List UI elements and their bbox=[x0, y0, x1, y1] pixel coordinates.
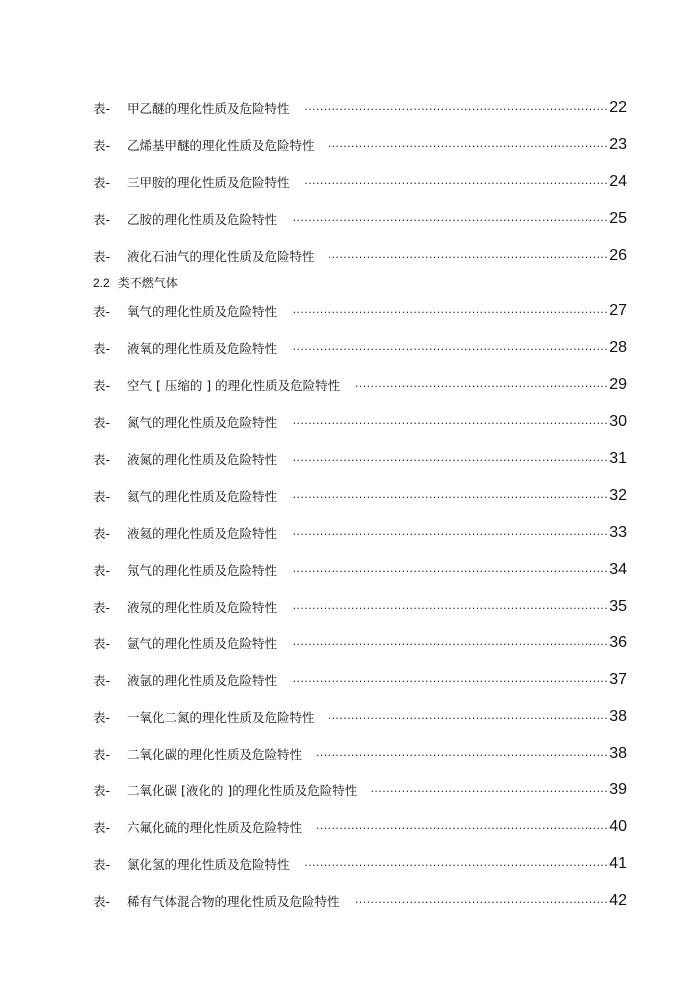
toc-entry[interactable] bbox=[93, 482, 627, 506]
toc-entry-prefix: 表- bbox=[93, 212, 111, 227]
toc-entry-page: 24 bbox=[609, 173, 627, 190]
toc-entry-title: 液化石油气的理化性质及危险特性 bbox=[127, 249, 315, 264]
toc-entry-page: 23 bbox=[609, 136, 627, 153]
dot-leader bbox=[291, 560, 608, 578]
toc-entry-prefix: 表- bbox=[93, 138, 111, 153]
section-number: 2.2 bbox=[93, 276, 110, 290]
toc-entry-prefix: 表- bbox=[93, 415, 111, 430]
toc-entry-title: 液氧的理化性质及危险特性 bbox=[127, 341, 278, 356]
toc-entry-title: 氯化氢的理化性质及危险特性 bbox=[127, 857, 290, 872]
toc-entry[interactable] bbox=[93, 445, 627, 469]
dot-leader bbox=[329, 135, 609, 153]
toc-entry-title: 液氮的理化性质及危险特性 bbox=[127, 452, 278, 467]
toc-entry[interactable] bbox=[93, 813, 627, 837]
dot-leader bbox=[329, 246, 609, 264]
toc-entry[interactable] bbox=[93, 850, 627, 874]
toc-entry-page: 42 bbox=[609, 892, 627, 909]
dot-leader bbox=[291, 338, 608, 356]
toc-entry-prefix: 表- bbox=[93, 673, 111, 688]
toc-entry[interactable] bbox=[93, 168, 627, 192]
toc-entry-page: 38 bbox=[609, 708, 627, 725]
dot-leader bbox=[291, 412, 608, 430]
toc-entry-page: 33 bbox=[609, 524, 627, 541]
toc-entry-prefix: 表- bbox=[93, 341, 111, 356]
dot-leader bbox=[354, 891, 609, 909]
toc-entry-title: 氧气的理化性质及危险特性 bbox=[127, 304, 278, 319]
toc-entry-prefix: 表- bbox=[93, 249, 111, 264]
toc-entry-title: 二氧化碳 [液化的 ]的理化性质及危险特性 bbox=[127, 783, 358, 798]
toc-entry-prefix: 表- bbox=[93, 600, 111, 615]
toc-entry[interactable] bbox=[93, 887, 627, 911]
dot-leader bbox=[291, 523, 608, 541]
toc-entry[interactable] bbox=[93, 740, 627, 764]
toc-entry[interactable] bbox=[93, 776, 627, 800]
toc-entry[interactable] bbox=[93, 666, 627, 690]
toc-entry-page: 39 bbox=[609, 781, 627, 798]
toc-entry-page: 40 bbox=[609, 818, 627, 835]
toc-entry-page: 29 bbox=[609, 376, 627, 393]
dot-leader bbox=[304, 854, 609, 872]
dot-leader bbox=[329, 707, 609, 725]
toc-entry-title: 乙胺的理化性质及危险特性 bbox=[127, 212, 278, 227]
toc-entry-title: 液氩的理化性质及危险特性 bbox=[127, 673, 278, 688]
toc-entry-page: 28 bbox=[609, 339, 627, 356]
toc-entry-prefix: 表- bbox=[93, 304, 111, 319]
toc-entry-page: 34 bbox=[609, 561, 627, 578]
dot-leader bbox=[316, 744, 608, 762]
section-heading[interactable] bbox=[93, 274, 178, 292]
toc-entry-page: 30 bbox=[609, 413, 627, 430]
toc-entry-prefix: 表- bbox=[93, 636, 111, 651]
dot-leader bbox=[291, 597, 608, 615]
toc-entry-prefix: 表- bbox=[93, 747, 111, 762]
section-title: 类不燃气体 bbox=[117, 276, 178, 290]
toc-entry-title: 氩气的理化性质及危险特性 bbox=[127, 636, 278, 651]
toc-entry[interactable] bbox=[93, 408, 627, 432]
dot-leader bbox=[354, 375, 608, 393]
toc-entry-prefix: 表- bbox=[93, 710, 111, 725]
dot-leader bbox=[316, 817, 608, 835]
toc-entry-prefix: 表- bbox=[93, 101, 111, 116]
toc-entry[interactable] bbox=[93, 371, 627, 395]
toc-entry-title: 液氦的理化性质及危险特性 bbox=[127, 526, 278, 541]
dot-leader bbox=[291, 633, 608, 651]
toc-entry-prefix: 表- bbox=[93, 857, 111, 872]
toc-entry-page: 36 bbox=[609, 634, 627, 651]
toc-entry-title: 稀有气体混合物的理化性质及危险特性 bbox=[127, 894, 340, 909]
toc-entry[interactable] bbox=[93, 131, 627, 155]
toc-entry-prefix: 表- bbox=[93, 489, 111, 504]
toc-entry-title: 液氖的理化性质及危险特性 bbox=[127, 600, 278, 615]
dot-leader bbox=[291, 486, 608, 504]
toc-entry[interactable] bbox=[93, 593, 627, 617]
toc-entry-page: 31 bbox=[609, 450, 627, 467]
toc-entry[interactable] bbox=[93, 297, 627, 321]
toc-entry-prefix: 表- bbox=[93, 563, 111, 578]
dot-leader bbox=[291, 449, 608, 467]
toc-entry-prefix: 表- bbox=[93, 452, 111, 467]
toc-entry-prefix: 表- bbox=[93, 526, 111, 541]
toc-entry-prefix: 表- bbox=[93, 378, 111, 393]
toc-entry-title: 氖气的理化性质及危险特性 bbox=[127, 563, 278, 578]
toc-entry-page: 35 bbox=[609, 598, 627, 615]
toc-entry-page: 26 bbox=[609, 247, 627, 264]
toc-entry-page: 22 bbox=[609, 99, 627, 116]
toc-entry-prefix: 表- bbox=[93, 894, 111, 909]
toc-entry-prefix: 表- bbox=[93, 820, 111, 835]
toc-entry-title: 三甲胺的理化性质及危险特性 bbox=[127, 175, 290, 190]
toc-entry-page: 25 bbox=[609, 210, 627, 227]
toc-entry[interactable] bbox=[93, 242, 627, 266]
toc-entry[interactable] bbox=[93, 629, 627, 653]
toc-entry-title: 空气 [ 压缩的 ] 的理化性质及危险特性 bbox=[127, 378, 341, 393]
dot-leader bbox=[291, 301, 608, 319]
dot-leader bbox=[291, 209, 608, 227]
toc-entry[interactable] bbox=[93, 519, 627, 543]
toc-entry[interactable] bbox=[93, 334, 627, 358]
toc-entry[interactable] bbox=[93, 94, 627, 118]
dot-leader bbox=[371, 780, 608, 798]
toc-entry-page: 32 bbox=[609, 487, 627, 504]
toc-entry-title: 乙烯基甲醚的理化性质及危险特性 bbox=[127, 138, 315, 153]
toc-entry-prefix: 表- bbox=[93, 175, 111, 190]
toc-entry-title: 二氧化碳的理化性质及危险特性 bbox=[127, 747, 303, 762]
toc-entry[interactable] bbox=[93, 556, 627, 580]
toc-entry-title: 甲乙醚的理化性质及危险特性 bbox=[127, 101, 290, 116]
toc-entry-title: 六氟化硫的理化性质及危险特性 bbox=[127, 820, 303, 835]
toc-entry-page: 41 bbox=[609, 855, 627, 872]
toc-entry-page: 37 bbox=[609, 671, 627, 688]
toc-entry-page: 27 bbox=[609, 302, 627, 319]
toc-entry[interactable] bbox=[93, 703, 627, 727]
toc-entry[interactable] bbox=[93, 205, 627, 229]
toc-entry-title: 氦气的理化性质及危险特性 bbox=[127, 489, 278, 504]
toc-entry-page: 38 bbox=[609, 745, 627, 762]
toc-entry-title: 一氧化二氮的理化性质及危险特性 bbox=[127, 710, 315, 725]
dot-leader bbox=[304, 172, 609, 190]
dot-leader bbox=[304, 98, 609, 116]
dot-leader bbox=[291, 670, 608, 688]
toc-entry-prefix: 表- bbox=[93, 783, 111, 798]
toc-entry-title: 氮气的理化性质及危险特性 bbox=[127, 415, 278, 430]
